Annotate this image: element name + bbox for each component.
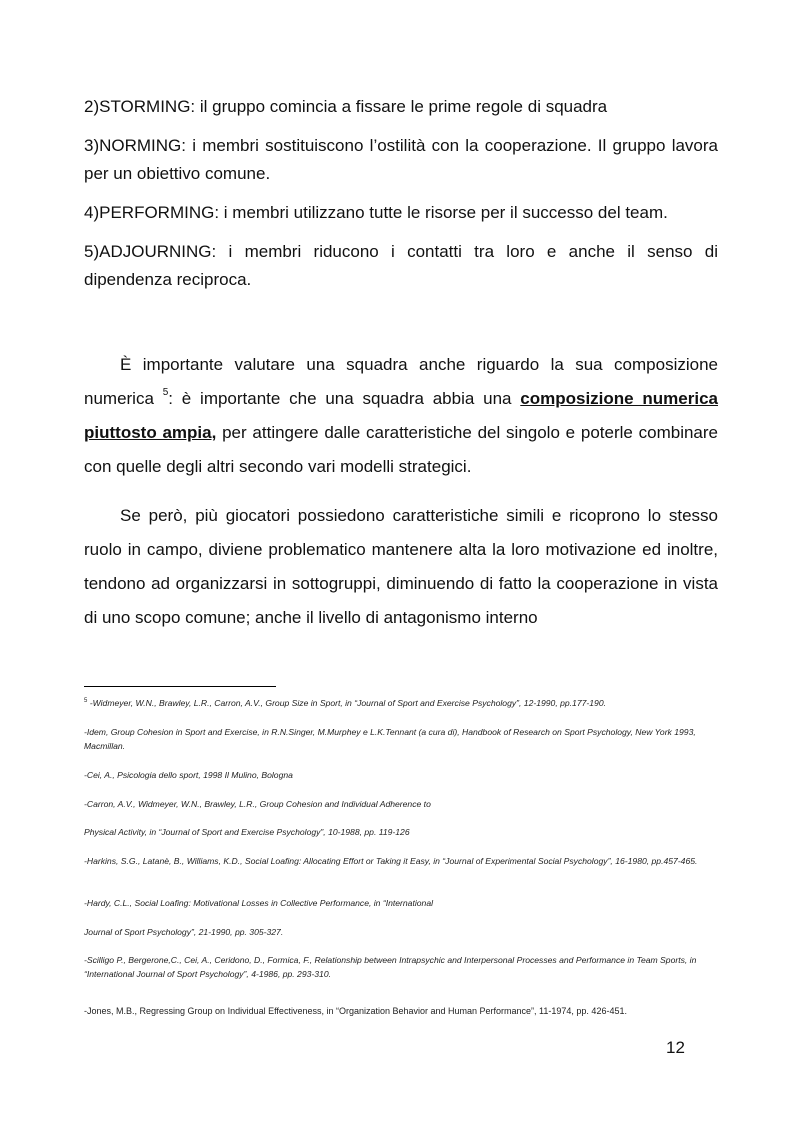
list-item-norming: 3)NORMING: i membri sostituiscono l’ostilità con la cooperazione. Il gruppo lavora per un obiettivo comune.: [84, 136, 718, 183]
footnote-3: -Cei, A., Psicologia dello sport, 1998 Il Mulino, Bologna: [84, 770, 293, 780]
para1-text-a: È importante valutare una squadra anche riguardo la sua composizione numerica: [84, 355, 718, 408]
footnote-10: -Jones, M.B., Regressing Group on Individual Effectiveness, in “Organization Behavior and Human Performance”, 11-1974, pp. 426-451.: [84, 1006, 627, 1016]
list-item-performing: 4)PERFORMING: i membri utilizzano tutte le risorse per il successo del team.: [84, 203, 668, 222]
footnote-9: -Scilligo P., Bergerone,C., Cei, A., Ceridono, D., Formica, F., Relationship between Intrapsychic and Interpersonal Processes and Performance in Team Sports, in “International Journal of Sport Psychology”, 4-1986, pp. 293-310.: [84, 955, 697, 979]
para1-text-c: per attingere dalle caratteristiche del singolo e poterle combinare con quelle degli altri secondo vari modelli strategici.: [84, 423, 719, 476]
paragraph-motivation: Se però, più giocatori possiedono caratteristiche simili e ricoprono lo stesso ruolo in campo, diviene problematico mantenere alta la loro motivazione ed inoltre, tendono ad organizzarsi in sottogruppi, diminuendo di fatto la cooperazione in vista di uno scopo comune; anche il livello di antagonismo interno: [84, 506, 718, 627]
paragraph-composition: [84, 348, 718, 484]
footnote-5: Physical Activity, in “Journal of Sport and Exercise Psychology”, 10-1988, pp. 119-126: [84, 827, 410, 837]
footnote-marker: 5: [84, 698, 88, 705]
emphasis-text: composizione numerica piuttosto ampia,: [84, 389, 719, 442]
list-item-storming: 2)STORMING: il gruppo comincia a fissare le prime regole di squadra: [84, 97, 608, 116]
footnote-1: [84, 696, 718, 710]
footnote-divider: [84, 686, 276, 687]
footnote-ref: 5: [162, 387, 169, 399]
footnote-6: -Harkins, S.G., Latanè, B., Williams, K.D., Social Loafing: Allocating Effort or Taking it Easy, in “Journal of Experimental Social Psychology”, 16-1980, pp.457-465.: [84, 856, 698, 866]
footnote-8: Journal of Sport Psychology”, 21-1990, pp. 305-327.: [84, 927, 284, 937]
footnote-1-text: -Widmeyer, W.N., Brawley, L.R., Carron, A.V., Group Size in Sport, in “Journal of Sport and Exercise Psychology”, 12-1990, pp.177-190.: [87, 698, 606, 708]
footnote-2: -Idem, Group Cohesion in Sport and Exercise, in R.N.Singer, M.Murphey e L.K.Tennant (a cura di), Handbook of Research on Sport Psychology, New York 1993, Macmillan.: [84, 727, 696, 751]
para1-text-b: : è importante che una squadra abbia una: [168, 389, 521, 408]
page-number: 12: [666, 1038, 685, 1057]
footnote-7: -Hardy, C.L., Social Loafing: Motivational Losses in Collective Performance, in “International: [84, 898, 434, 908]
list-item-adjourning: 5)ADJOURNING: i membri riducono i contatti tra loro e anche il senso di dipendenza reciproca.: [84, 242, 718, 289]
footnote-4: -Carron, A.V., Widmeyer, W.N., Brawley, L.R., Group Cohesion and Individual Adherence to: [84, 799, 431, 809]
